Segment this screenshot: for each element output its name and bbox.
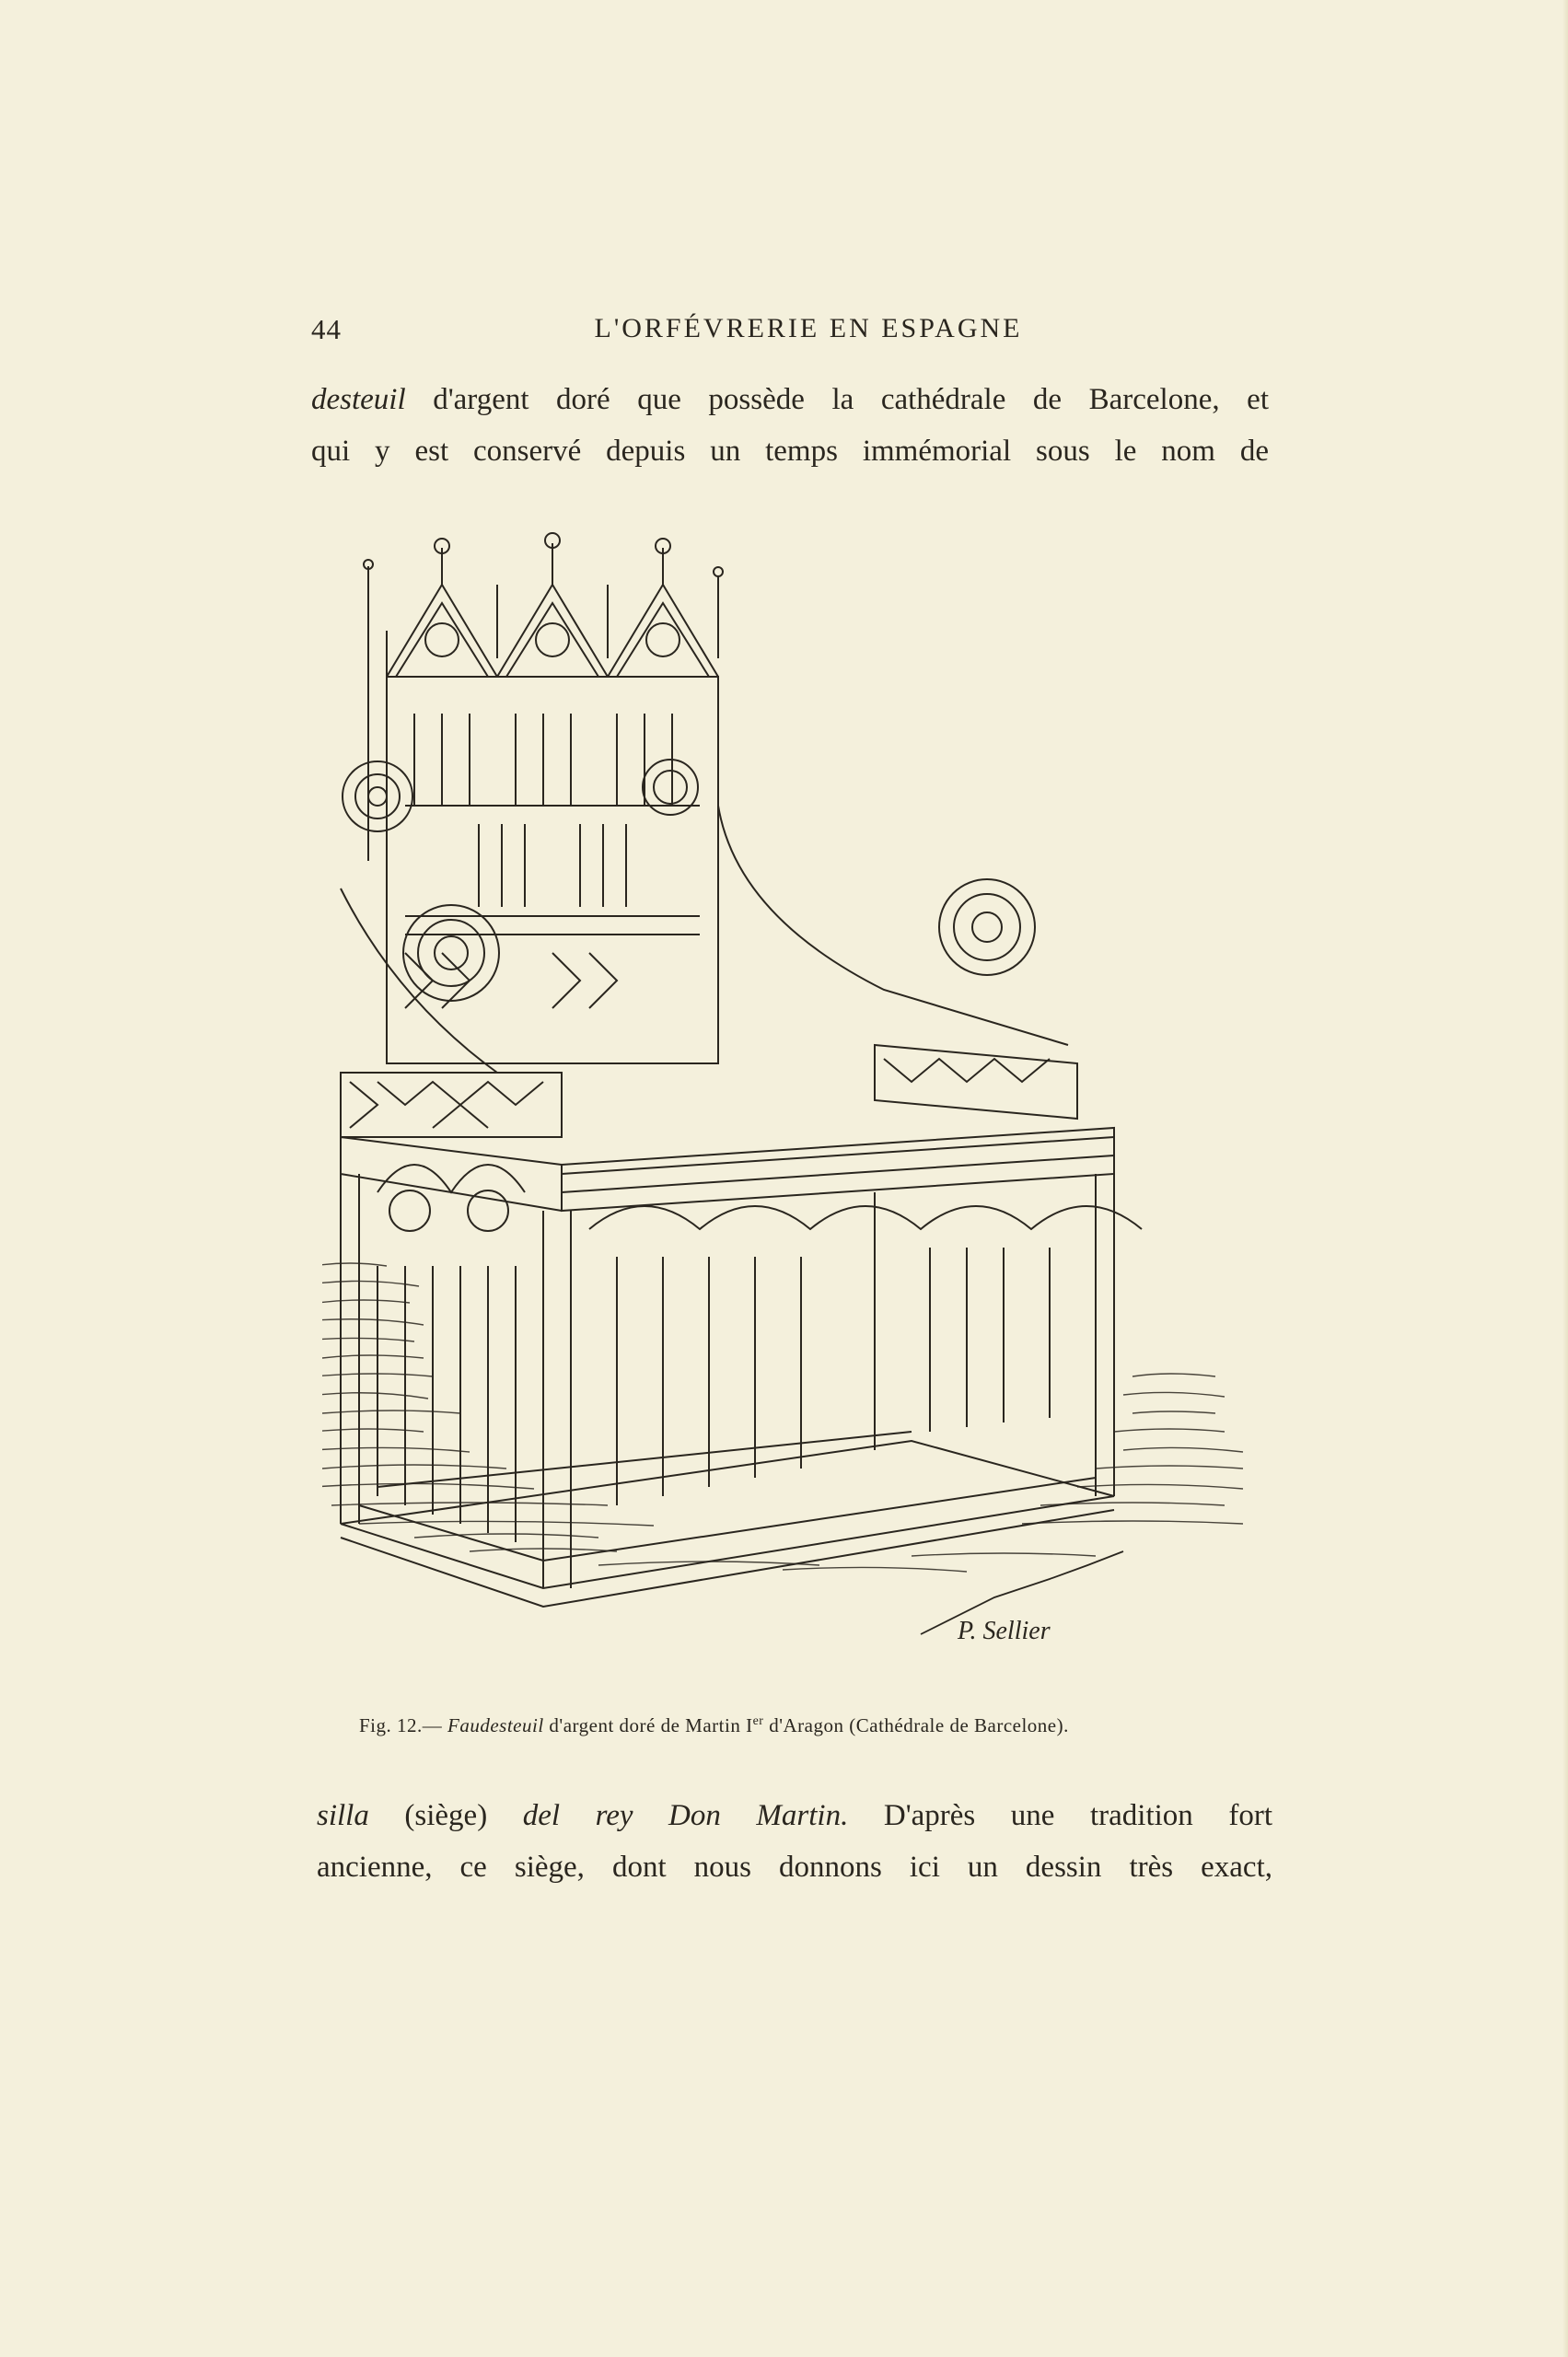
caption-text: d'argent doré de Martin I [543,1714,753,1736]
text-run: (siège) [368,1799,523,1832]
italic-term: del rey Don Martin. [522,1799,849,1832]
caption-label: Fig. 12.— [359,1714,443,1736]
lower-arcade [341,1165,1142,1607]
seat [341,1128,1114,1211]
caption-text-end: d'Aragon (Cathédrale de Barcelone). [763,1714,1069,1736]
caption-superscript: er [752,1714,764,1728]
paragraph-top [311,374,1269,477]
chair-engraving-svg [322,529,1261,1703]
text-line [317,1790,1272,1841]
back-gables [364,533,723,861]
text-line [311,374,1269,425]
artist-signature: P. Sellier [958,1617,1051,1645]
chair-engraving [322,529,1261,1703]
text-run: d'argent doré que possède la cathédrale de Barcelone, et [405,383,1269,416]
caption-term: Faudesteuil [447,1714,544,1736]
arm-rails [341,1045,1077,1137]
italic-term: desteuil [311,383,406,416]
page-number: 44 [311,313,342,345]
text-line: ancienne, ce siège, dont nous donnons ici un dessin très exact, [317,1851,1272,1884]
paragraph-bottom [317,1790,1272,1893]
running-title: L'ORFÉVRERIE EN ESPAGNE [594,313,1023,343]
back-panel [387,677,718,1063]
text-run: D'après une tradition fort [848,1799,1272,1832]
italic-term: silla [317,1799,369,1832]
page-edge [1562,0,1568,2357]
text-line: qui y est conservé depuis un temps immémorial sous le nom de [311,435,1269,468]
figure-caption [359,1714,1243,1737]
running-head [311,313,1269,359]
